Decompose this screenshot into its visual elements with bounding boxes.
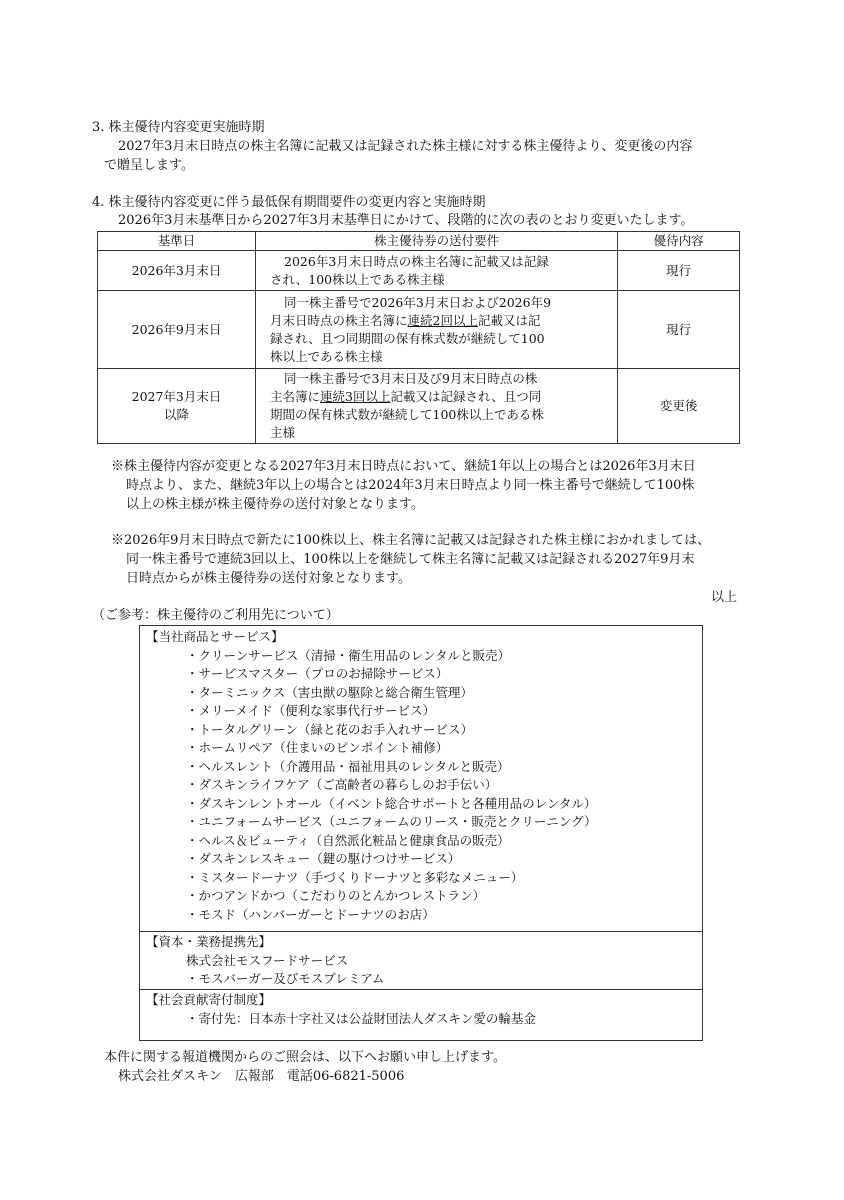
requirement-line: 同一株主番号で3月末日及び9月末日時点の株 [284,371,538,386]
requirement-line: 期間の保有株式数が継続して100株以上である株 [270,407,544,422]
table-cell-date [98,291,256,369]
date-text: 以降 [164,407,190,422]
table-cell-requirement [256,369,618,444]
list-item: ・ヘルス＆ビューティ（自然派化粧品と健康食品の販売） [186,832,510,848]
requirement-line: 株以上である株主様 [270,348,383,364]
requirement-text: 記載又は記 [477,312,541,328]
note-2-line-1: ※2026年9月末日時点で新たに100株以上、株主名簿に記載又は記録された株主様におかれましては、 [111,533,711,548]
note-1-line-3: 以上の株主様が株主優待券の送付対象となります。 [126,497,424,512]
list-item: ・ホームリペア（住まいのピンポイント補修） [186,740,449,755]
partner-header: 【資本・業務提携先】 [146,934,272,949]
underlined-condition: 連続2回以上 [407,312,478,328]
donation-item: ・寄付先：日本赤十字社又は公益財団法人ダスキン愛の輪基金 [186,1010,536,1026]
requirement-text: 主名簿に [270,389,321,404]
section-4-intro: 2026年3月末基準日から2027年3月末基準日にかけて、段階的に次の表のとおり変更いたします。 [118,213,694,228]
note-2-line-3: 日時点からが株主優待券の送付対象となります。 [126,571,411,586]
own-services-header: 【当社商品とサービス】 [146,629,284,644]
partner-company: 株式会社モスフードサービス [186,952,349,968]
list-item: ・かつアンドかつ（こだわりのとんかつレストラン） [186,888,486,903]
list-item: ・トータルグリーン（緑と花のお手入れサービス） [186,721,474,737]
section-4-heading: 4. 株主優待内容変更に伴う最低保有期間要件の変更内容と実施時期 [92,195,486,210]
list-item: ・ダスキンレスキュー（鍵の駆けつけサービス） [186,851,461,866]
requirement-line [270,312,611,330]
section-3-heading: 3. 株主優待内容変更実施時期 [92,120,265,135]
list-item: ・ヘルスレント（介護用品・福祉用具のレンタルと販売） [186,758,510,774]
table-cell-content: 現行 [618,291,740,369]
table-row [98,291,740,369]
list-item: ・ユニフォームサービス（ユニフォームのリース・販売とクリーニング） [186,814,597,829]
table-cell-requirement [256,251,618,291]
list-item: ・ダスキンライフケア（ご高齢者の暮らしのお手伝い） [186,777,498,792]
date-text: 2026年3月末日 [131,262,222,278]
date-text: 2027年3月末日 [131,389,222,404]
contact-line-2: 株式会社ダスキン 広報部 電話06-6821-5006 [118,1069,405,1084]
table-cell-content: 変更後 [618,369,740,444]
requirement-text: 月末日時点の株主名簿に [270,312,408,328]
section-3-body-line-1: 2027年3月末日時点の株主名簿に記載又は記録された株主様に対する株主優待より、変更後の内容 [118,139,693,154]
underlined-condition: 連続3回以上 [320,389,391,404]
date-text: 2026年9月末日 [131,321,222,337]
table-row [98,251,740,291]
requirement-line [270,388,611,406]
reference-title: （ご参考：株主優待のご利用先について） [92,608,339,623]
list-item: ・メリーメイド（便利な家事代行サービス） [186,703,436,718]
table-cell-date [98,369,256,444]
requirement-line: 2026年3月末日時点の株主名簿に記載又は記録 [284,253,549,269]
table-cell-requirement [256,291,618,369]
closing-mark: 以上 [711,590,738,605]
list-item: ・ターミニックス（害虫獣の駆除と総合衛生管理） [186,684,473,700]
list-item: ・サービスマスター（プロのお掃除サービス） [186,666,449,681]
table-header-content: 優待内容 [618,232,740,251]
table-cell-content: 現行 [618,251,740,291]
donation-header: 【社会貢献寄付制度】 [146,992,272,1007]
section-divider [140,989,702,990]
requirement-text: 記載又は記録され、且つ同 [390,389,542,404]
table-cell-date [98,251,256,291]
list-item: ・モスド（ハンバーガーとドーナツのお店） [186,906,435,922]
requirement-line: 録され、且つ同期間の保有株式数が継続して100 [270,330,545,346]
section-3-body-line-2: で贈呈します。 [104,158,194,173]
note-1-line-2: 時点より、また、継続3年以上の場合とは2024年3月末日時点より同一株主番号で継続して100株 [126,478,695,493]
table-header-row [98,232,740,251]
list-item: ・ダスキンレントオール（イベント総合サポートと各種用品のレンタル） [186,795,597,811]
requirements-table [97,231,740,444]
table-row [98,369,740,444]
section-divider [140,931,702,932]
partner-item: ・モスバーガー及びモスプレミアム [186,971,385,986]
requirement-line: 同一株主番号で2026年3月末日および2026年9 [284,294,552,310]
requirement-line: 主様 [270,425,296,440]
note-1-line-1: ※株主優待内容が変更となる2027年3月末日時点において、継続1年以上の場合とは2026年3月末日 [111,459,696,474]
list-item: ・ミスタードーナツ（手づくりドーナツと多彩なメニュー） [186,869,524,885]
table-header-date: 基準日 [98,232,256,251]
requirement-line: され、100株以上である株主様 [270,271,445,287]
list-item: ・クリーンサービス（清掃・衛生用品のレンタルと販売） [186,647,510,663]
contact-line-1: 本件に関する報道機関からのご照会は、以下へお願い申し上げます。 [104,1050,506,1065]
note-2-line-2: 同一株主番号で連続3回以上、100株以上を継続して株主名簿に記載又は記録される2027年9月末 [126,552,695,567]
reference-box [139,625,703,1041]
table-header-requirement: 株主優待券の送付要件 [256,232,618,251]
